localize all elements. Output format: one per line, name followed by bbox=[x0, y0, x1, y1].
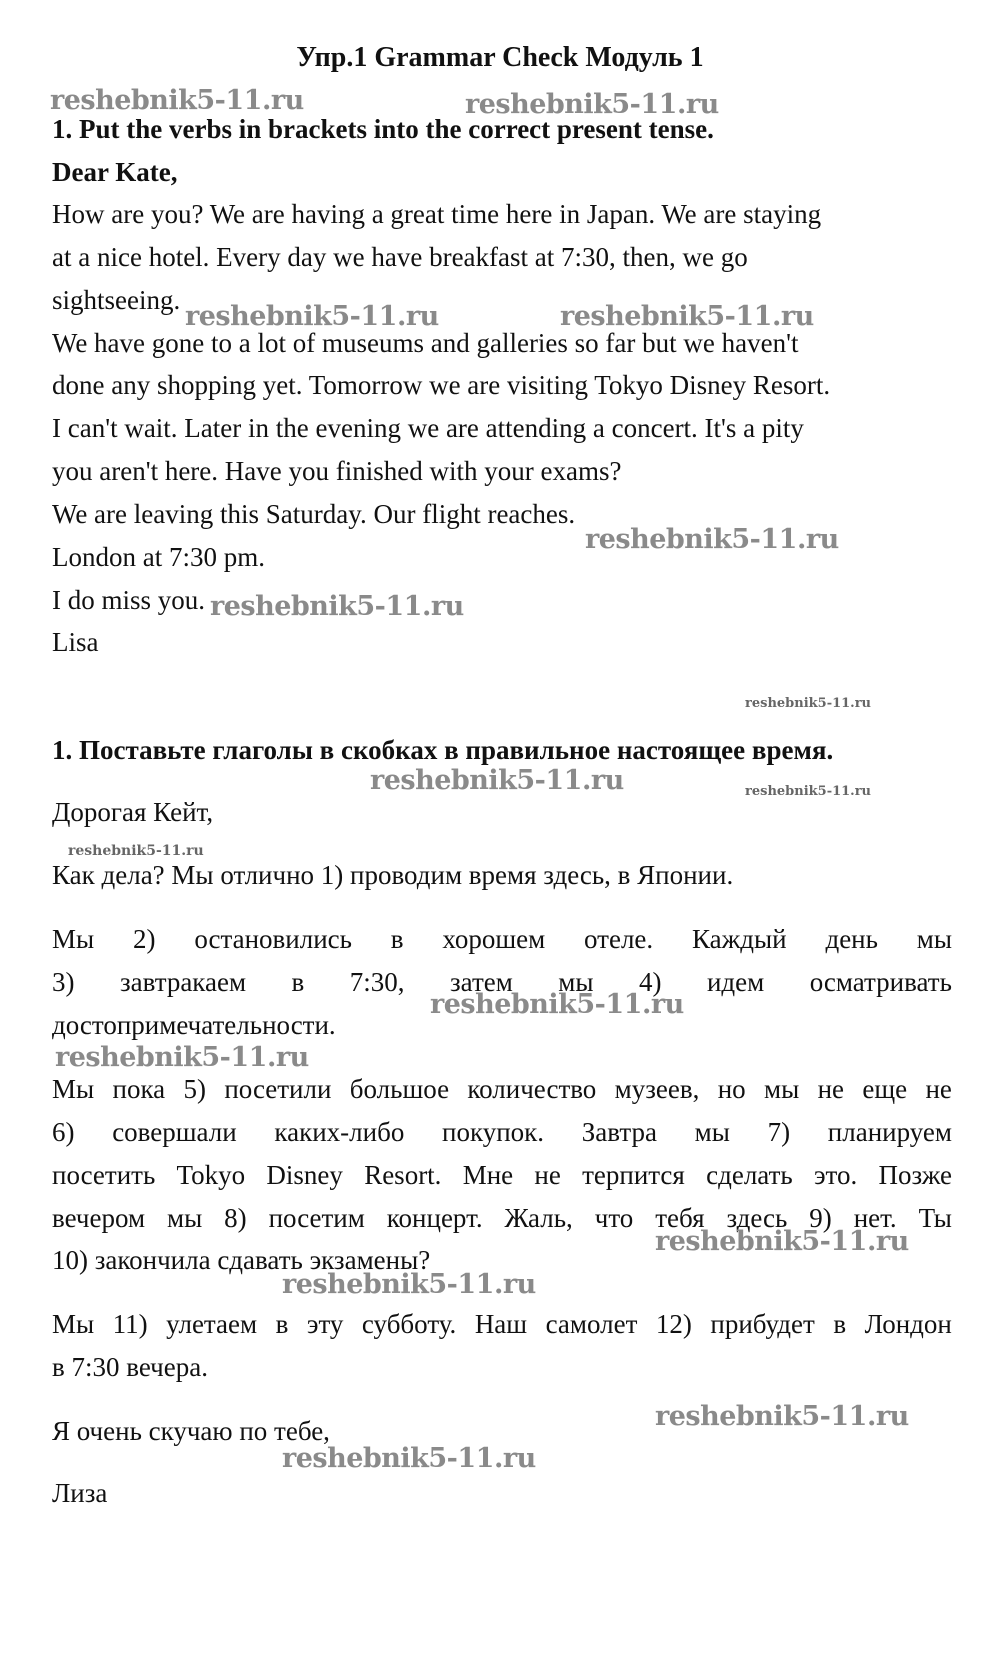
word: день bbox=[825, 924, 878, 954]
word: хорошем bbox=[442, 924, 546, 954]
watermark: reshebnik5-11.ru bbox=[55, 1042, 309, 1073]
word: пока bbox=[112, 1074, 166, 1104]
word: 4) bbox=[639, 967, 662, 997]
word: идем bbox=[706, 967, 765, 997]
word: 9) bbox=[809, 1203, 832, 1233]
word: мы bbox=[694, 1117, 730, 1147]
word: еще bbox=[862, 1074, 908, 1104]
watermark: reshebnik5-11.ru bbox=[430, 989, 684, 1020]
word: Наш bbox=[474, 1309, 528, 1339]
watermark: reshebnik5-11.ru bbox=[745, 784, 872, 799]
word: терпится bbox=[582, 1160, 685, 1190]
english-line: How are you? We are having a great time here in Japan. We are staying bbox=[52, 199, 822, 229]
word: 3) bbox=[52, 967, 75, 997]
word: но bbox=[717, 1074, 746, 1104]
russian-line: в 7:30 вечера. bbox=[52, 1352, 208, 1382]
watermark: reshebnik5-11.ru bbox=[745, 696, 872, 711]
word: 7) bbox=[767, 1117, 791, 1147]
russian-signature: Лиза bbox=[52, 1478, 108, 1508]
word: совершали bbox=[112, 1117, 237, 1147]
watermark: reshebnik5-11.ru bbox=[210, 591, 464, 622]
word: Мы bbox=[52, 1074, 95, 1104]
word: остановились bbox=[194, 924, 352, 954]
word: не bbox=[534, 1160, 561, 1190]
word: каких-либо bbox=[274, 1117, 405, 1147]
russian-paragraph: Как дела? Мы отлично 1) проводим время здесь, в Японии. bbox=[52, 860, 734, 890]
word: мы bbox=[916, 924, 952, 954]
word: сделать bbox=[706, 1160, 793, 1190]
word: мы bbox=[166, 1203, 203, 1233]
russian-line: достопримечательности. bbox=[52, 1010, 336, 1040]
watermark: reshebnik5-11.ru bbox=[655, 1401, 909, 1432]
english-greeting: Dear Kate, bbox=[52, 157, 178, 187]
russian-heading: 1. Поставьте глаголы в скобках в правильное настоящее время. bbox=[52, 735, 834, 765]
watermark: reshebnik5-11.ru bbox=[185, 301, 439, 332]
word: Позже bbox=[878, 1160, 952, 1190]
russian-line bbox=[52, 1115, 952, 1149]
watermark: reshebnik5-11.ru bbox=[560, 301, 814, 332]
word: вечером bbox=[52, 1203, 146, 1233]
word: Лондон bbox=[864, 1309, 952, 1339]
word: не bbox=[817, 1074, 845, 1104]
word: отеле. bbox=[584, 924, 654, 954]
word: Завтра bbox=[581, 1117, 657, 1147]
english-line: done any shopping yet. Tomorrow we are visiting Tokyo Disney Resort. bbox=[52, 370, 831, 400]
russian-line bbox=[52, 1158, 952, 1192]
word: Ты bbox=[918, 1203, 952, 1233]
word: Disney bbox=[266, 1160, 343, 1190]
word: эту bbox=[306, 1309, 344, 1339]
word: большое bbox=[349, 1074, 450, 1104]
word: это. bbox=[813, 1160, 858, 1190]
word: тебя bbox=[655, 1203, 705, 1233]
word: что bbox=[594, 1203, 634, 1233]
word: посетить bbox=[52, 1160, 156, 1190]
russian-closing: Я очень скучаю по тебе, bbox=[52, 1416, 330, 1446]
word: 6) bbox=[52, 1117, 75, 1147]
watermark: reshebnik5-11.ru bbox=[585, 524, 839, 555]
word: 5) bbox=[183, 1074, 206, 1104]
english-signature: Lisa bbox=[52, 627, 99, 657]
word: планируем bbox=[827, 1117, 952, 1147]
word: в bbox=[833, 1309, 847, 1339]
english-heading: 1. Put the verbs in brackets into the correct present tense. bbox=[52, 114, 714, 144]
word: Каждый bbox=[692, 924, 787, 954]
english-line: London at 7:30 pm. bbox=[52, 542, 265, 572]
word: 7:30, bbox=[349, 967, 405, 997]
word: посетим bbox=[268, 1203, 365, 1233]
english-line: you aren't here. Have you finished with your exams? bbox=[52, 456, 622, 486]
watermark: reshebnik5-11.ru bbox=[282, 1269, 536, 1300]
word: затем bbox=[450, 967, 513, 997]
word: в bbox=[291, 967, 305, 997]
watermark: reshebnik5-11.ru bbox=[465, 89, 719, 120]
word: завтракаем bbox=[119, 967, 247, 997]
english-line: We are leaving this Saturday. Our flight reaches. bbox=[52, 499, 576, 529]
word: здесь bbox=[726, 1203, 788, 1233]
english-line: sightseeing. bbox=[52, 285, 181, 315]
word: Жаль, bbox=[504, 1203, 573, 1233]
word: Мы bbox=[52, 924, 95, 954]
watermark: reshebnik5-11.ru bbox=[655, 1226, 909, 1257]
word: улетаем bbox=[166, 1309, 258, 1339]
word: в bbox=[275, 1309, 289, 1339]
word: 12) bbox=[655, 1309, 692, 1339]
word: музеев, bbox=[614, 1074, 700, 1104]
word: мы bbox=[764, 1074, 800, 1104]
word: прибудет bbox=[710, 1309, 815, 1339]
watermark: reshebnik5-11.ru bbox=[68, 843, 204, 859]
word: нет. bbox=[853, 1203, 897, 1233]
watermark: reshebnik5-11.ru bbox=[282, 1443, 536, 1474]
watermark: reshebnik5-11.ru bbox=[370, 765, 624, 796]
word: Мы bbox=[52, 1309, 95, 1339]
word: Resort. bbox=[364, 1160, 442, 1190]
russian-line: 10) закончила сдавать экзамены? bbox=[52, 1245, 431, 1275]
word: количество bbox=[467, 1074, 597, 1104]
word: самолет bbox=[545, 1309, 638, 1339]
watermark: reshebnik5-11.ru bbox=[50, 85, 304, 116]
russian-line bbox=[52, 922, 952, 956]
word: Tokyo bbox=[176, 1160, 246, 1190]
word: посетили bbox=[224, 1074, 332, 1104]
page-title: Упр.1 Grammar Check Модуль 1 bbox=[296, 42, 704, 73]
word: покупок. bbox=[442, 1117, 545, 1147]
word: мы bbox=[558, 967, 594, 997]
english-line: I can't wait. Later in the evening we are attending a concert. It's a pity bbox=[52, 413, 804, 443]
word: Мне bbox=[462, 1160, 514, 1190]
word: в bbox=[390, 924, 404, 954]
word: осматривать bbox=[809, 967, 952, 997]
word: 11) bbox=[112, 1309, 148, 1339]
word: не bbox=[925, 1074, 952, 1104]
english-line: I do miss you. bbox=[52, 585, 206, 615]
russian-greeting: Дорогая Кейт, bbox=[52, 797, 214, 827]
word: 8) bbox=[224, 1203, 247, 1233]
english-line: at a nice hotel. Every day we have breakfast at 7:30, then, we go bbox=[52, 242, 748, 272]
russian-line bbox=[52, 1072, 952, 1106]
word: 2) bbox=[132, 924, 156, 954]
word: субботу. bbox=[361, 1309, 457, 1339]
english-line: We have gone to a lot of museums and galleries so far but we haven't bbox=[52, 328, 799, 358]
russian-line bbox=[52, 1307, 952, 1341]
word: концерт. bbox=[386, 1203, 483, 1233]
